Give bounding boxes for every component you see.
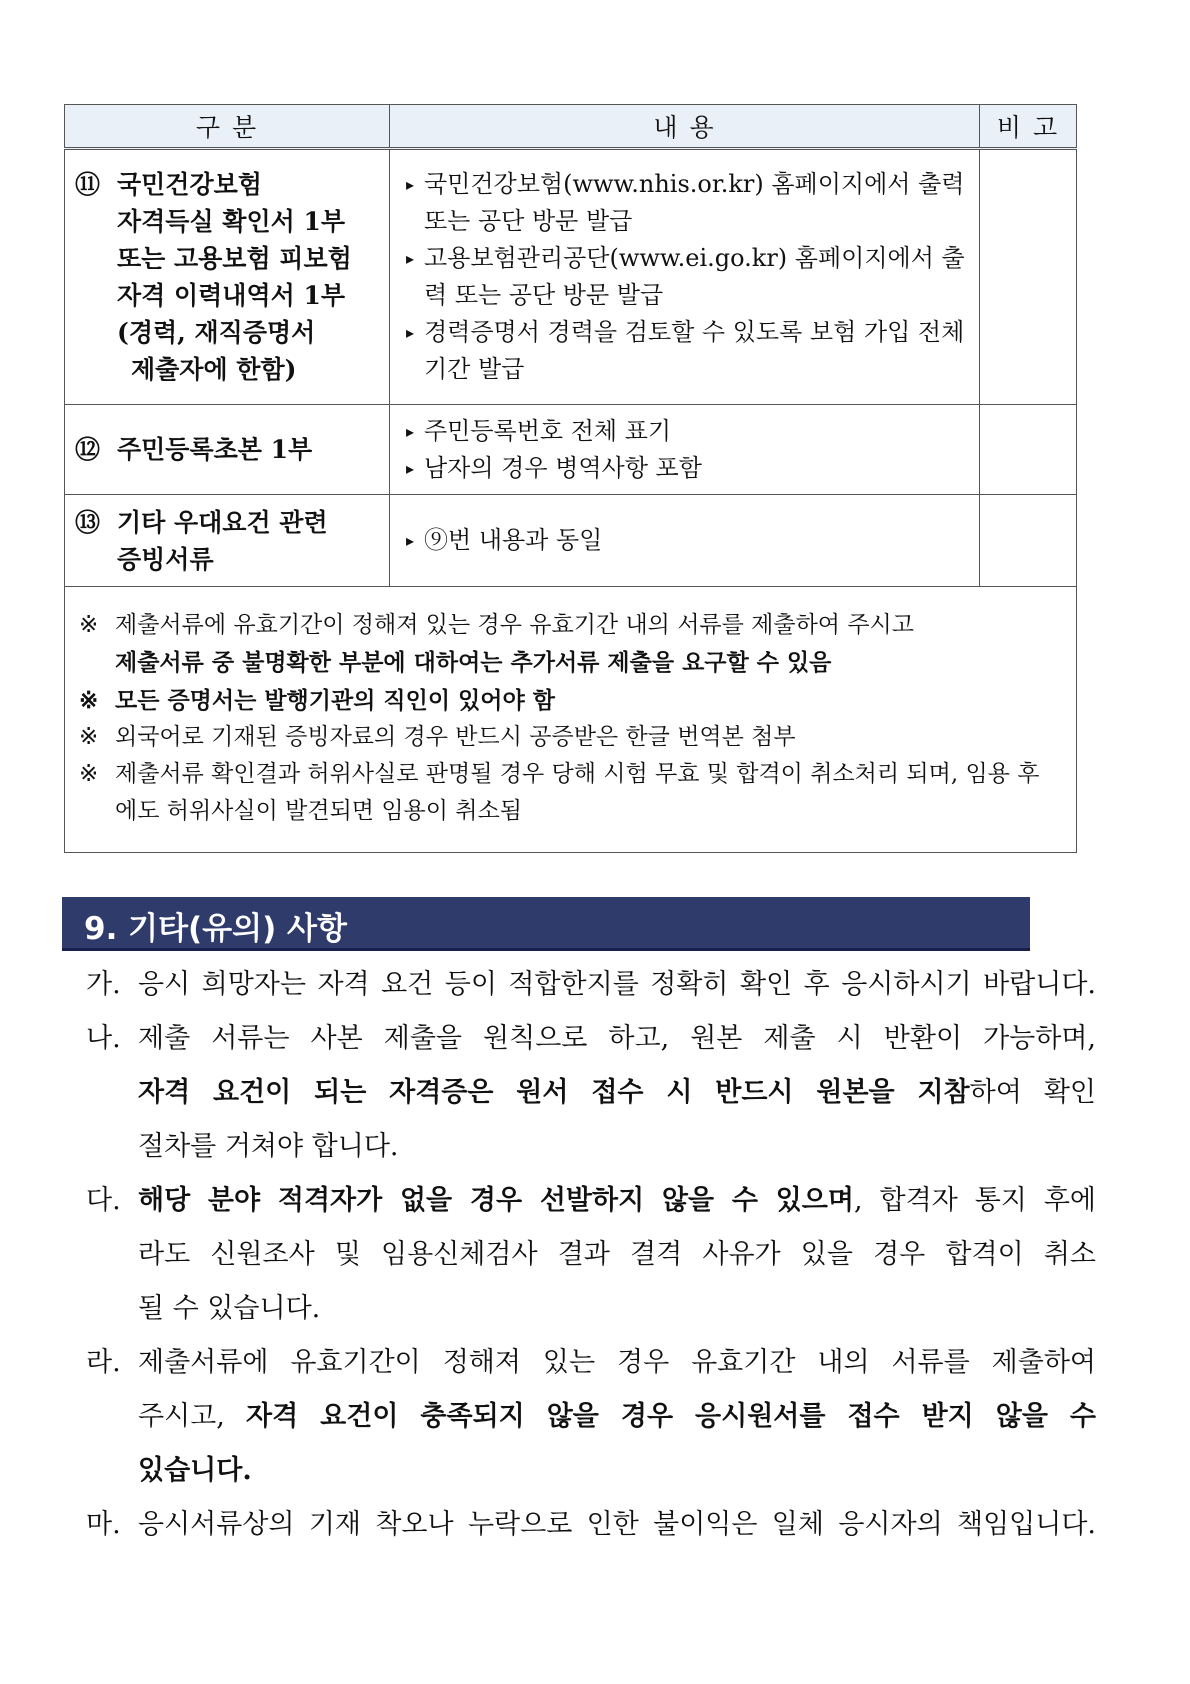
item-text-bold: 있습니다. <box>138 1455 252 1486</box>
item-text-bold: 자격 요건이 되는 자격증은 원서 접수 시 반드시 원본을 지참 <box>138 1077 970 1108</box>
row-number: ⑬ <box>75 507 101 537</box>
category-line: (경력, 재직증명서 <box>117 318 316 347</box>
category-line: 증빙서류 <box>117 544 214 574</box>
note-mark: ※ <box>79 612 99 638</box>
category-line: 국민건강보험 <box>117 170 262 199</box>
note-text: 제출서류 확인결과 허위사실로 판명될 경우 당해 시험 무효 및 합격이 취소처리 되며, 임용 후에도 허위사실이 발견되면 임용이 취소됨 <box>115 761 1040 824</box>
table-row <box>65 495 1077 587</box>
header-content: 내 용 <box>390 105 980 149</box>
note-text-bold: 모든 증명서는 발행기관의 직인이 있어야 함 <box>115 687 555 714</box>
note-text: 외국어로 기재된 증빙자료의 경우 반드시 공증받은 한글 번역본 첨부 <box>115 724 796 750</box>
item-text: 제출 서류는 사본 제출을 원칙으로 하고, 원본 제출 시 반환이 가능하며, <box>138 1023 1096 1054</box>
bullet-item: ▸ ⑨번 내용과 동일 <box>406 522 971 559</box>
item-text-bold: 해당 분야 적격자가 없을 경우 선발하지 않을 수 있으며 <box>138 1185 854 1216</box>
item-text: 응시 희망자는 자격 요건 등이 적합한지를 정확히 확인 후 응시하시기 바랍니다. <box>138 969 1096 1000</box>
item-text <box>138 1390 1096 1444</box>
note-item <box>79 682 1060 719</box>
section-title: 9. 기타(유의) 사항 <box>84 911 347 947</box>
row-remarks <box>980 405 1077 495</box>
category-line: 기타 우대요건 관련 <box>117 507 328 537</box>
note-mark: ※ <box>79 687 99 714</box>
item-label: 가. <box>86 969 121 1000</box>
row-remarks <box>980 149 1077 405</box>
note-item <box>79 719 1060 756</box>
item-text: 라도 신원조사 및 임용신체검사 결과 결격 사유가 있을 경우 합격이 취소 <box>138 1239 1096 1270</box>
notes-cell <box>65 587 1077 853</box>
note-item <box>79 607 1060 682</box>
notice-item <box>86 1336 1096 1498</box>
header-remarks: 비 고 <box>980 105 1077 149</box>
header-category: 구 분 <box>65 105 390 149</box>
notice-item <box>86 1498 1096 1552</box>
row-content <box>390 405 980 495</box>
table-row <box>65 405 1077 495</box>
bullet-item: ▸ 경력증명서 경력을 검토할 수 있도록 보험 가입 전체기간 발급 <box>406 314 971 388</box>
row-category <box>65 495 390 587</box>
item-text: , 합격자 통지 후에 <box>853 1185 1096 1216</box>
table-row <box>65 149 1077 405</box>
category-line: 주민등록초본 1부 <box>117 435 313 464</box>
item-text: 주시고, <box>138 1401 247 1432</box>
item-text-bold: 자격 요건이 충족되지 않을 경우 응시원서를 접수 받지 않을 수 <box>246 1401 1096 1432</box>
row-remarks <box>980 495 1077 587</box>
item-text: 하여 확인 <box>969 1077 1096 1108</box>
category-line: 제출자에 한함) <box>131 355 297 384</box>
note-text: 제출서류에 유효기간이 정해져 있는 경우 유효기간 내의 서류를 제출하여 주시고 <box>115 612 914 638</box>
row-category <box>65 149 390 405</box>
documents-table <box>64 104 1077 853</box>
bullet-item: ▸ 국민건강보험(www.nhis.or.kr) 홈페이지에서 출력 또는 공단 방문 발급 <box>406 166 971 240</box>
notice-item <box>86 958 1096 1012</box>
bullet-item: ▸ 고용보험관리공단(www.ei.go.kr) 홈페이지에서 출력 또는 공단 방문 발급 <box>406 240 971 314</box>
item-label: 라. <box>86 1347 121 1378</box>
row-content <box>390 495 980 587</box>
section-header-bar <box>62 897 1030 951</box>
bullet-item: ▸ 남자의 경우 병역사항 포함 <box>406 450 971 487</box>
item-text: 될 수 있습니다. <box>138 1293 321 1324</box>
item-text <box>138 1066 1096 1120</box>
category-line: 자격득실 확인서 1부 <box>117 207 346 236</box>
item-label: 다. <box>86 1185 121 1216</box>
category-line: 자격 이력내역서 1부 <box>117 281 346 310</box>
row-number: ⑪ <box>75 170 101 199</box>
category-line: 또는 고용보험 피보험 <box>117 244 352 273</box>
item-text <box>138 1174 1096 1228</box>
notice-item <box>86 1174 1096 1336</box>
note-mark: ※ <box>79 761 99 787</box>
item-text: 응시서류상의 기재 착오나 누락으로 인한 불이익은 일체 응시자의 책임입니다. <box>138 1509 1096 1540</box>
notice-list <box>86 958 1096 1552</box>
note-mark: ※ <box>79 724 99 750</box>
notice-item <box>86 1012 1096 1174</box>
notes-row <box>65 587 1077 853</box>
note-item <box>79 756 1060 830</box>
table-header-row <box>65 105 1077 149</box>
row-content <box>390 149 980 405</box>
item-text: 절차를 거쳐야 합니다. <box>138 1131 399 1162</box>
item-label: 마. <box>86 1509 121 1540</box>
note-text-bold: 제출서류 중 불명확한 부분에 대하여는 추가서류 제출을 요구할 수 있음 <box>115 649 832 676</box>
bullet-item: ▸ 주민등록번호 전체 표기 <box>406 413 971 450</box>
row-number: ⑫ <box>75 435 101 464</box>
item-label: 나. <box>86 1023 121 1054</box>
item-text: 제출서류에 유효기간이 정해져 있는 경우 유효기간 내의 서류를 제출하여 <box>138 1347 1096 1378</box>
row-category <box>65 405 390 495</box>
